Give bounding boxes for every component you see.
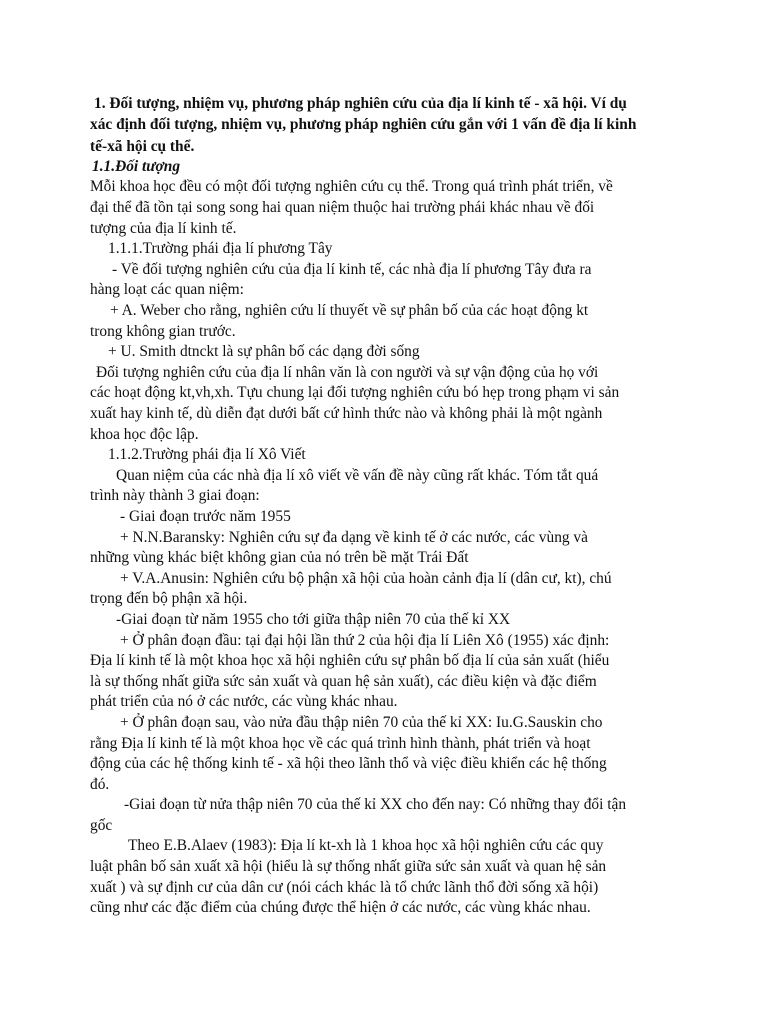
document-body	[90, 177, 690, 918]
body-text-line: các hoạt động kt,vh,xh. Tựu chung lại đối tượng nghiên cứu bó hẹp trong phạm vi sản	[90, 384, 620, 402]
heading-line: xác định đối tượng, nhiệm vụ, phương pháp nghiên cứu gắn với 1 vấn đề địa lí kinh	[90, 116, 637, 134]
document-heading	[90, 93, 690, 157]
body-text-line: cũng như các đặc điểm của chúng được thể hiện ở các nước, các vùng khác nhau.	[90, 899, 591, 917]
body-text-line: + Ở phân đoạn đầu: tại đại hội lần thứ 2 của hội địa lí Liên Xô (1955) xác định:	[120, 631, 610, 649]
body-text-line: đó.	[90, 775, 110, 793]
body-text-line: gốc	[90, 816, 113, 834]
body-text-line: là sự thống nhất giữa sức sản xuất và quan hệ sản xuất), các điều kiện và đặc điểm	[90, 672, 597, 690]
body-text-line: xuất ) và sự định cư của dân cư (nói cách khác là tổ chức lãnh thổ đời sống xã hội)	[90, 878, 599, 896]
body-text-line: 1.1.2.Trường phái địa lí Xô Viết	[108, 446, 306, 464]
body-text-line: Quan niệm của các nhà địa lí xô viết về vấn đề này cũng rất khác. Tóm tắt quá	[116, 466, 599, 484]
body-text-line: + N.N.Baransky: Nghiên cứu sự đa dạng về kinh tế ở các nước, các vùng và	[120, 528, 588, 546]
body-text-line: + U. Smith dtnckt là sự phân bố các dạng đời sống	[108, 343, 420, 361]
section-subheading: 1.1.Đối tượng	[92, 157, 181, 175]
body-text-line: - Giai đoạn trước năm 1955	[120, 507, 291, 525]
body-text-line: Địa lí kinh tế là một khoa học xã hội nghiên cứu sự phân bố địa lí của sản xuất (hiểu	[90, 652, 610, 670]
body-text-line: động của các hệ thống kinh tế - xã hội theo lãnh thổ và việc điều khiển các hệ thống	[90, 755, 607, 773]
body-text-line: Mỗi khoa học đều có một đối tượng nghiên cứu cụ thể. Trong quá trình phát triển, về	[90, 178, 613, 196]
heading-line: tế-xã hội cụ thể.	[90, 137, 195, 155]
body-text-line: Theo E.B.Alaev (1983): Địa lí kt-xh là 1 khoa học xã hội nghiên cứu các quy	[128, 837, 604, 855]
body-text-line: trình này thành 3 giai đoạn:	[90, 487, 260, 505]
body-text-line: -Giai đoạn từ năm 1955 cho tới giữa thập niên 70 của thế kỉ XX	[116, 610, 511, 628]
document-page	[90, 93, 690, 919]
body-text-line: hàng loạt các quan niệm:	[90, 281, 244, 299]
body-text-line: + A. Weber cho rằng, nghiên cứu lí thuyết về sự phân bố của các hoạt động kt	[110, 302, 589, 320]
body-text-line: xuất hay kinh tế, dù diễn đạt dưới bất cứ hình thức nào và không phải là một ngành	[90, 405, 603, 423]
body-text-line: Đối tượng nghiên cứu của địa lí nhân văn là con người và sự vận động của họ với	[96, 363, 599, 381]
body-text-line: + Ở phân đoạn sau, vào nửa đầu thập niên 70 của thế kỉ XX: Iu.G.Sauskin cho	[120, 713, 603, 731]
body-text-line: trong không gian trước.	[90, 322, 236, 340]
body-text-line: đại thể đã tồn tại song song hai quan niệm thuộc hai trường phái khác nhau về đối	[90, 199, 595, 217]
body-text-line: 1.1.1.Trường phái địa lí phương Tây	[108, 240, 333, 258]
body-text-line: khoa học độc lập.	[90, 425, 199, 443]
body-text-line: luật phân bố sản xuất xã hội (hiểu là sự thống nhất giữa sức sản xuất và quan hệ sản	[90, 858, 607, 876]
body-text-line: rằng Địa lí kinh tế là một khoa học về các quá trình hình thành, phát triển và hoạt	[90, 734, 591, 752]
body-text-line: -Giai đoạn từ nửa thập niên 70 của thế kỉ XX cho đến nay: Có những thay đổi tận	[124, 796, 627, 814]
body-text-line: phát triển của nó ở các nước, các vùng khác nhau.	[90, 693, 398, 711]
body-text-line: - Về đối tượng nghiên cứu của địa lí kinh tế, các nhà địa lí phương Tây đưa ra	[112, 260, 592, 278]
body-text-line: + V.A.Anusin: Nghiên cứu bộ phận xã hội của hoàn cảnh địa lí (dân cư, kt), chú	[120, 569, 612, 587]
body-text-line: tượng của địa lí kinh tế.	[90, 219, 237, 237]
body-text-line: trọng đến bộ phận xã hội.	[90, 590, 248, 608]
body-text-line: những vùng khác biệt không gian của nó trên bề mặt Trái Đất	[90, 549, 469, 567]
heading-line: 1. Đối tượng, nhiệm vụ, phương pháp nghiên cứu của địa lí kinh tế - xã hội. Ví dụ	[94, 95, 627, 112]
